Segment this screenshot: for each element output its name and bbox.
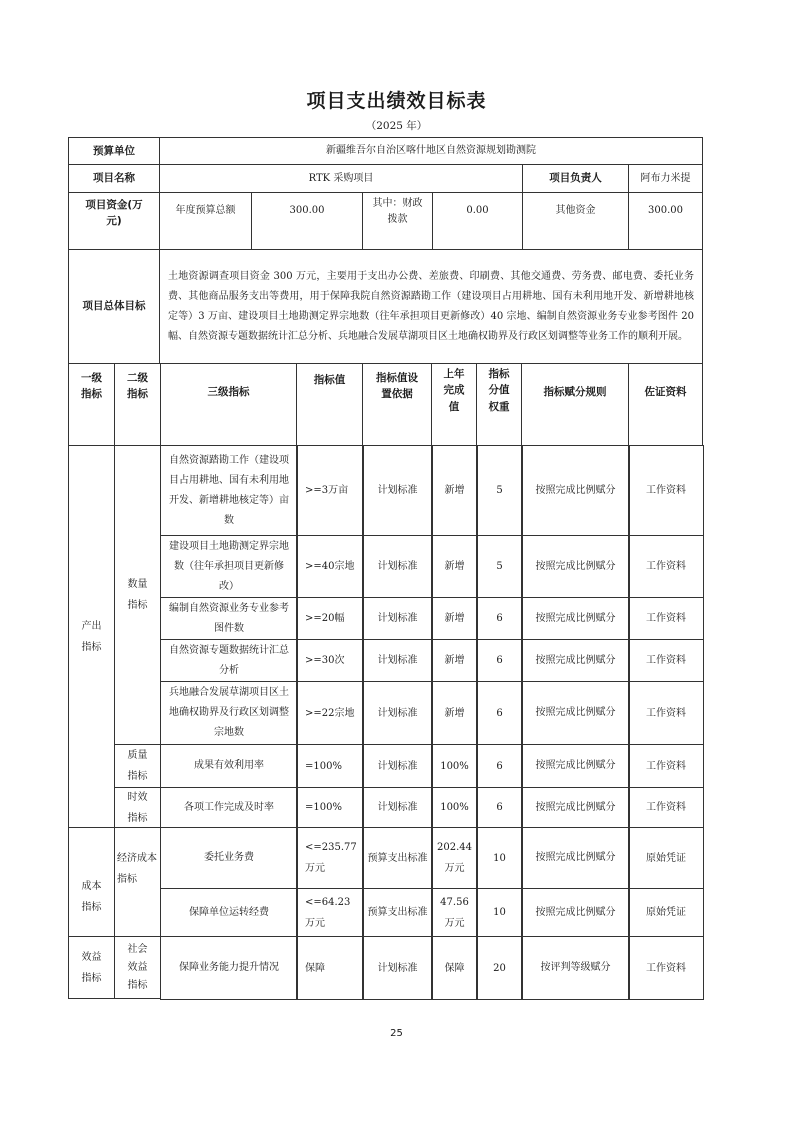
page-number: 25	[390, 1028, 403, 1039]
indicator-rule-cell: 按照完成比例赋分	[521, 744, 630, 788]
indicator-evidence-cell: 工作资料	[628, 535, 704, 598]
indicator-rule-cell: 按照完成比例赋分	[521, 827, 630, 889]
indicator-evidence-cell: 工作资料	[628, 445, 704, 536]
header-basis: 指标值设置依据	[362, 363, 432, 446]
indicator-evidence-cell: 工作资料	[628, 681, 704, 745]
indicator-last-year-cell: 100%	[431, 744, 478, 788]
header-level2: 二级指标	[114, 363, 161, 446]
indicator-last-year-cell: 新增	[431, 681, 478, 745]
indicator-weight-cell: 5	[476, 445, 523, 536]
project-name-value: RTK 采购项目	[159, 164, 523, 193]
indicator-weight-cell: 10	[476, 827, 523, 889]
indicator-level3-cell: 兵地融合发展草湖项目区土地确权勘界及行政区划调整宗地数	[160, 681, 298, 745]
budget-unit-value: 新疆维吾尔自治区喀什地区自然资源规划勘测院	[159, 137, 703, 165]
project-name-label: 项目名称	[68, 164, 160, 193]
header-evidence: 佐证资料	[628, 363, 703, 446]
indicator-rule-cell: 按照完成比例赋分	[521, 787, 630, 828]
indicator-last-year-cell: 202.44 万元	[431, 827, 478, 889]
indicator-level3-cell: 委托业务费	[160, 827, 298, 889]
header-weight: 指标分值权重	[476, 363, 522, 446]
header-last-year: 上年完成值	[431, 363, 477, 446]
indicator-basis-cell: 预算支出标准	[362, 888, 433, 937]
indicator-rule-cell: 按照完成比例赋分	[521, 888, 630, 937]
indicator-level3-cell: 建设项目土地勘测定界宗地数（往年承担项目更新修改）	[160, 535, 298, 598]
fiscal-allocation-value: 0.00	[432, 192, 523, 250]
indicator-last-year-cell: 100%	[431, 787, 478, 828]
indicator-rule-cell: 按照完成比例赋分	[521, 445, 630, 536]
budget-unit-label: 预算单位	[68, 137, 160, 165]
indicator-last-year-cell: 新增	[431, 445, 478, 536]
indicator-rule-cell: 按照完成比例赋分	[521, 597, 630, 640]
indicator-level3-cell: 保障单位运转经费	[160, 888, 298, 937]
indicator-basis-cell: 计划标准	[362, 597, 433, 640]
header-value: 指标值	[296, 363, 363, 446]
indicator-basis-cell: 计划标准	[362, 787, 433, 828]
indicator-weight-cell: 6	[476, 597, 523, 640]
indicator-basis-cell: 计划标准	[362, 639, 433, 682]
indicator-weight-cell: 5	[476, 535, 523, 598]
indicator-rule-cell: 按照完成比例赋分	[521, 639, 630, 682]
indicator-basis-cell: 计划标准	[362, 445, 433, 536]
indicator-weight-cell: 6	[476, 787, 523, 828]
overall-goal-label: 项目总体目标	[68, 249, 160, 364]
indicator-level3-cell: 保障业务能力提升情况	[160, 936, 298, 1000]
indicator-evidence-cell: 工作资料	[628, 597, 704, 640]
group-cost: 成本指标	[68, 827, 115, 937]
indicator-last-year-cell: 保障	[431, 936, 478, 1000]
indicator-rule-cell: 按照完成比例赋分	[521, 681, 630, 745]
indicator-weight-cell: 10	[476, 888, 523, 937]
header-level3: 三级指标	[160, 363, 297, 446]
indicator-value-cell: <=235.77 万元	[296, 827, 364, 889]
indicator-evidence-cell: 原始凭证	[628, 827, 704, 889]
indicator-rule-cell: 按照完成比例赋分	[521, 535, 630, 598]
overall-goal-text: 土地资源调查项目资金 300 万元，主要用于支出办公费、差旅费、印刷费、其他交通费、劳务费、邮电费、委托业务费、其他商品服务支出等费用，用于保障我院自然资源踏勘工作（建设项目占用耕地、国有未利用地开发、新增耕地核定等）3 万亩、建设项目土地勘测定界宗地数（往年承担项目更新修改）40 宗地、编制自然资源业务专业参考图件 20 幅、自然资源专题数据统计汇总分析、兵地融合发展草湖项目区土地确权勘界及行政区划调整等业务工作的顺利开展。	[159, 249, 703, 364]
indicator-evidence-cell: 工作资料	[628, 744, 704, 788]
indicator-value-cell: <=64.23 万元	[296, 888, 364, 937]
document-year: （2025 年）	[365, 120, 428, 132]
indicator-value-cell: >=3万亩	[296, 445, 364, 536]
project-lead-value: 阿布力米提	[628, 164, 703, 193]
indicator-evidence-cell: 原始凭证	[628, 888, 704, 937]
indicator-value-cell: =100%	[296, 744, 364, 788]
indicator-rule-cell: 按评判等级赋分	[521, 936, 630, 1000]
indicator-basis-cell: 预算支出标准	[362, 827, 433, 889]
indicator-value-cell: >=40宗地	[296, 535, 364, 598]
indicator-weight-cell: 20	[476, 936, 523, 1000]
indicator-level3-cell: 成果有效利用率	[160, 744, 298, 788]
indicator-value-cell: >=30次	[296, 639, 364, 682]
group-output: 产出指标	[68, 445, 115, 828]
group-quality: 质量指标	[114, 744, 161, 788]
annual-budget-value: 300.00	[251, 192, 363, 250]
document-title: 项目支出绩效目标表	[306, 90, 487, 112]
group-social-benefit: 社会效益指标	[114, 936, 161, 999]
funds-label: 项目资金(万元)	[68, 192, 160, 250]
group-economic-cost: 经济成本指标	[114, 827, 161, 937]
indicator-level3-cell: 编制自然资源业务专业参考图件数	[160, 597, 298, 640]
group-benefit: 效益指标	[68, 936, 115, 999]
indicator-last-year-cell: 47.56 万元	[431, 888, 478, 937]
indicator-evidence-cell: 工作资料	[628, 639, 704, 682]
annual-budget-label: 年度预算总额	[159, 192, 252, 250]
indicator-value-cell: >=22宗地	[296, 681, 364, 745]
other-funds-value: 300.00	[628, 192, 703, 250]
indicator-basis-cell: 计划标准	[362, 535, 433, 598]
project-lead-label: 项目负责人	[522, 164, 629, 193]
indicator-evidence-cell: 工作资料	[628, 787, 704, 828]
indicator-weight-cell: 6	[476, 744, 523, 788]
indicator-level3-cell: 自然资源专题数据统计汇总分析	[160, 639, 298, 682]
indicator-basis-cell: 计划标准	[362, 936, 433, 1000]
indicator-level3-cell: 各项工作完成及时率	[160, 787, 298, 828]
indicator-value-cell: 保障	[296, 936, 364, 1000]
header-rule: 指标赋分规则	[521, 363, 629, 446]
indicator-level3-cell: 自然资源踏勘工作（建设项目占用耕地、国有未利用地开发、新增耕地核定等）亩数	[160, 445, 298, 536]
group-timeliness: 时效指标	[114, 787, 161, 828]
indicator-weight-cell: 6	[476, 639, 523, 682]
indicator-last-year-cell: 新增	[431, 639, 478, 682]
header-level1: 一级指标	[68, 363, 115, 446]
indicator-basis-cell: 计划标准	[362, 681, 433, 745]
indicator-value-cell: =100%	[296, 787, 364, 828]
indicator-last-year-cell: 新增	[431, 597, 478, 640]
other-funds-label: 其他资金	[522, 192, 629, 250]
indicator-value-cell: >=20幅	[296, 597, 364, 640]
fiscal-allocation-label: 其中：财政拨款	[362, 192, 433, 250]
indicator-basis-cell: 计划标准	[362, 744, 433, 788]
indicator-last-year-cell: 新增	[431, 535, 478, 598]
group-quantity: 数量指标	[114, 445, 161, 745]
indicator-weight-cell: 6	[476, 681, 523, 745]
indicator-evidence-cell: 工作资料	[628, 936, 704, 1000]
